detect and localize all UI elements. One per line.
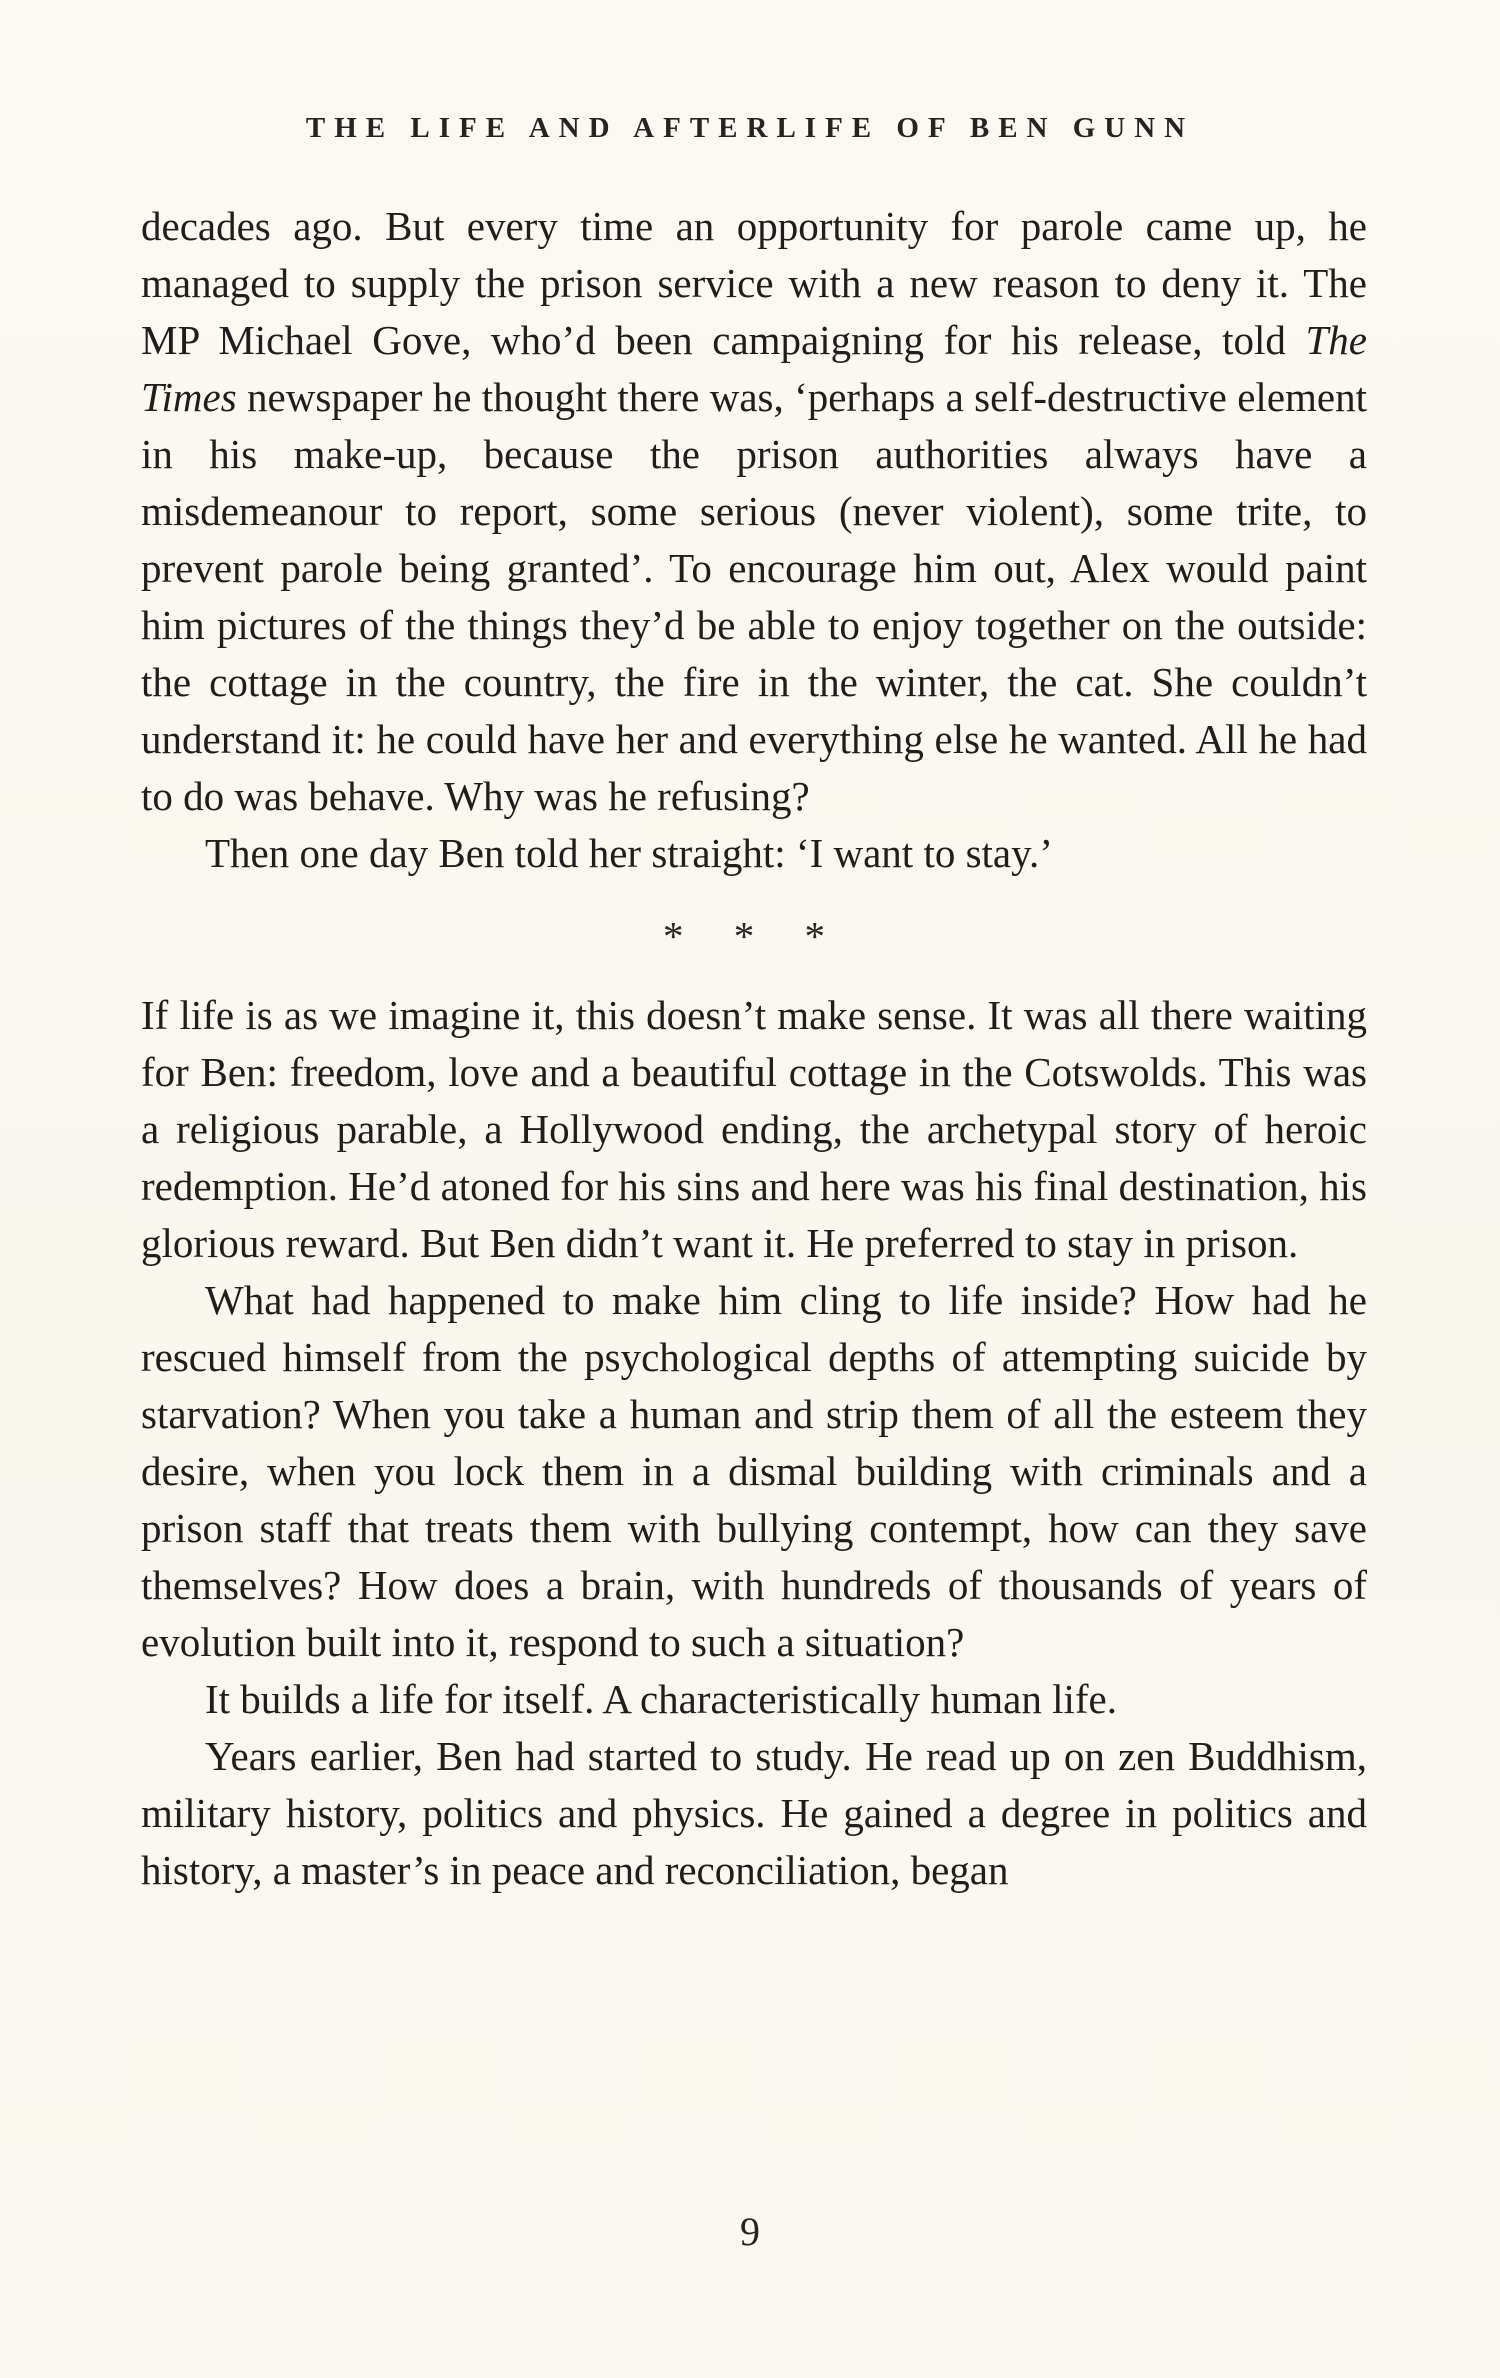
paragraph-text: newspaper he thought there was, ‘perhaps a self-destructive element in his make-up, because the prison authorities always have a misdemeanour to report, some serious (never violent), some trite, to prevent parole being granted’. To encourage him out, Alex would paint him pictures of the things they’d be able to enjoy together on the outside: the cottage in the country, the fire in the winter, the cat. She couldn’t understand it: he could have her and everything else he wanted. All he had to do was behave. Why was he refusing?: [141, 374, 1367, 819]
book-title-italic: The Times: [141, 317, 1367, 420]
paragraph: Then one day Ben told her straight: ‘I want to stay.’: [205, 830, 1053, 876]
running-header: THE LIFE AND AFTERLIFE OF BEN GUNN: [305, 112, 1195, 144]
paragraph: If life is as we imagine it, this doesn’t make sense. It was all there waiting for Ben: freedom, love and a beautiful cottage in the Cotswolds. This was a religious parable, a Hollywood ending, the archetypal story of heroic redemption. He’d atoned for his sins and here was his final destination, his glorious reward. But Ben didn’t want it. He preferred to stay in prison.: [141, 992, 1367, 1266]
paragraph: Years earlier, Ben had started to study. He read up on zen Buddhism, military history, politics and physics. He gained a degree in politics and history, a master’s in peace and reconciliation, began: [141, 1733, 1367, 1893]
paragraph-text: decades ago. But every time an opportunity for parole came up, he managed to supply the prison service with a new reason to deny it. The MP Michael Gove, who’d been campaigning for his release, told: [141, 203, 1367, 363]
paragraph: [141, 198, 1367, 825]
paragraph: It builds a life for itself. A characteristically human life.: [205, 1676, 1117, 1722]
page-number: 9: [740, 2209, 760, 2254]
paragraph: What had happened to make him cling to life inside? How had he rescued himself from the psychological depths of attempting suicide by starvation? When you take a human and strip them of all the esteem they desire, when you lock them in a dismal building with criminals and a prison staff that treats them with bullying contempt, how can they save themselves? How does a brain, with hundreds of thousands of years of evolution built into it, respond to such a situation?: [141, 1277, 1367, 1665]
page-body: [141, 198, 1367, 1899]
section-break: * * *: [663, 913, 845, 959]
